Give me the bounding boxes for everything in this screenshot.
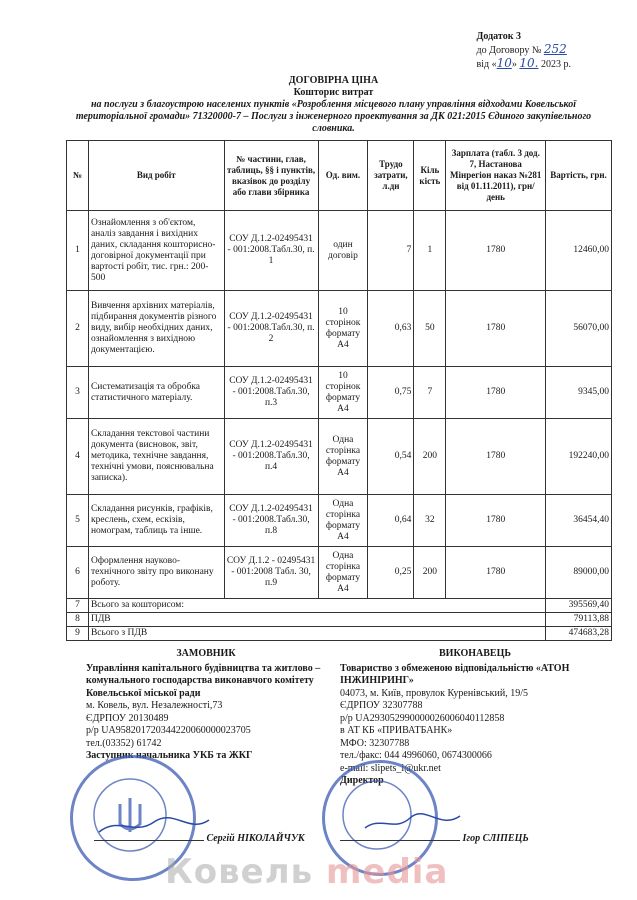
signature-scribble-icon [360,812,470,836]
estimate-table [66,140,612,641]
document-subtitle: Кошторис витрат [293,87,374,98]
table-row: 6 Оформлення науково-технічного звіту про виконану роботу. СОУ Д.1.2 - 02495431 - 001:2008 Табл. 30, п.9 Одна сторінка формату А4 0,25 200 1780 89000,00 [67,547,612,599]
contract-date: від «10» 10. 2023 р. [476,56,571,70]
col-header-qty: Кіль кість [414,141,446,211]
col-header-cost: Вартість, грн. [546,141,612,211]
table-header-row [67,141,612,211]
col-header-unit: Од. вим. [318,141,368,211]
vat-row: 8 ПДВ 79113,88 [67,613,612,627]
contractor-signature: Ігор СЛІПЕЦЬ [340,828,580,844]
watermark: Ковель media [165,852,449,892]
contractor-account: р/р UA293052990000026006040112858 [340,712,505,724]
customer-phone: тел.(03352) 61742 [86,737,162,749]
customer-signature: Сергій НІКОЛАЙЧУК [94,828,330,844]
contractor-mfo: МФО: 32307788 [340,737,410,749]
contractor-edrpou: ЄДРПОУ 32307788 [340,700,423,711]
contractor-email: e-mail: slipets_i@ukr.net [340,762,441,774]
contractor-address: 04073, м. Київ, провулок Куренівський, 19/5 [340,687,528,699]
col-header-work: Вид робіт [88,141,224,211]
customer-org: Управління капітального будівництва та житлово – комунального господарства виконавчого комітету Ковельської міської ради [86,662,321,699]
table-row: 2 Вивчення архівних матеріалів, підбирання документів різного виду, вибір необхідних даних, ознайомлення з вихідною документацією. СОУ Д.1.2-02495431 - 001:2008.Табл.30, п. 2 10 сторінок формату А4 0,63 50 1780 56070,00 [67,291,612,367]
customer-edrpou: ЄДРПОУ 20130489 [86,712,169,724]
table-row: 5 Складання рисунків, графіків, креслень, схем, ескізів, номограм, таблиць та інше. СОУ Д.1.2-02495431 - 001:2008.Табл.30, п.8 Одна сторінка формату А4 0,64 32 1780 36454,40 [67,495,612,547]
document-subject: на послуги з благоустрою населених пунктів «Розроблення місцевого плану управління відходами Ковельської територіальної громади» 71320000-7 – Послуги з інженерного проектування за ДК 021:2015 Єдиного закупівельного словника. [75,99,592,134]
signature-scribble-icon [94,814,214,838]
table-row: 4 Складання текстової частини документа (висновок, звіт, методика, технічне завдання, технічні умови, пояснювальна записка). СОУ Д.1.2-02495431 - 001:2008.Табл.30, п.4 Одна сторінка формату А4 0,54 200 1780 192240,00 [67,419,612,495]
contractor-bank: в АТ КБ «ПРИВАТБАНК» [340,725,453,736]
table-row: 3 Систематизація та обробка статистичного матеріалу. СОУ Д.1.2-02495431 - 001:2008.Табл.30, п.3 10 сторінок формату А4 0,75 7 1780 9345,00 [67,367,612,419]
customer-heading: ЗАМОВНИК [176,648,236,659]
document-title: ДОГОВІРНА ЦІНА [288,75,379,86]
col-header-labor: Трудо затрати, л.дн [368,141,414,211]
total-row: 7 Всього за кошторисом: 395569,40 [67,599,612,613]
contractor-phone: тел./факс: 044 4996060, 0674300066 [340,750,492,761]
contractor-heading: ВИКОНАВЕЦЬ [439,648,511,659]
table-row: 1 Ознайомлення з об'єктом, аналіз завдання і вихідних даних, складання кошторисно-договірної документації при вартості робіт, тис. грн.: 200-500 СОУ Д.1.2-02495431 - 001:2008.Табл.30, п. 1 один договір 7 1 1780 12460,00 [67,211,612,291]
customer-block [86,648,326,763]
grand-total-row: 9 Всього з ПДВ 474683,28 [67,627,612,641]
customer-position: Заступник начальника УКБ та ЖКГ [86,750,253,761]
contract-number: 252 [543,42,567,56]
col-header-num: № [67,141,89,211]
customer-account: р/р UA958201720344220060000023705 [86,725,251,736]
appendix-block [477,30,571,71]
document-titles [60,75,607,135]
appendix-title: Додаток 3 [476,31,521,42]
contract-line: до Договору № 252 [476,42,567,56]
contractor-org: Товариство з обмеженою відповідальністю «АТОН ІНЖИНІРИНГ» [340,662,570,686]
col-header-wage: Зарплата (табл. 3 дод. 7, Настанова Мінрегіон наказ №281 від 01.11.2011), грн/день [446,141,546,211]
customer-address: м. Ковель, вул. Незалежності,73 [86,700,223,711]
col-header-ref: № частини, глав, таблиць, §§ і пунктів, вказівок до розділу або глави збірника [224,141,318,211]
contractor-position: Директор [340,775,384,786]
